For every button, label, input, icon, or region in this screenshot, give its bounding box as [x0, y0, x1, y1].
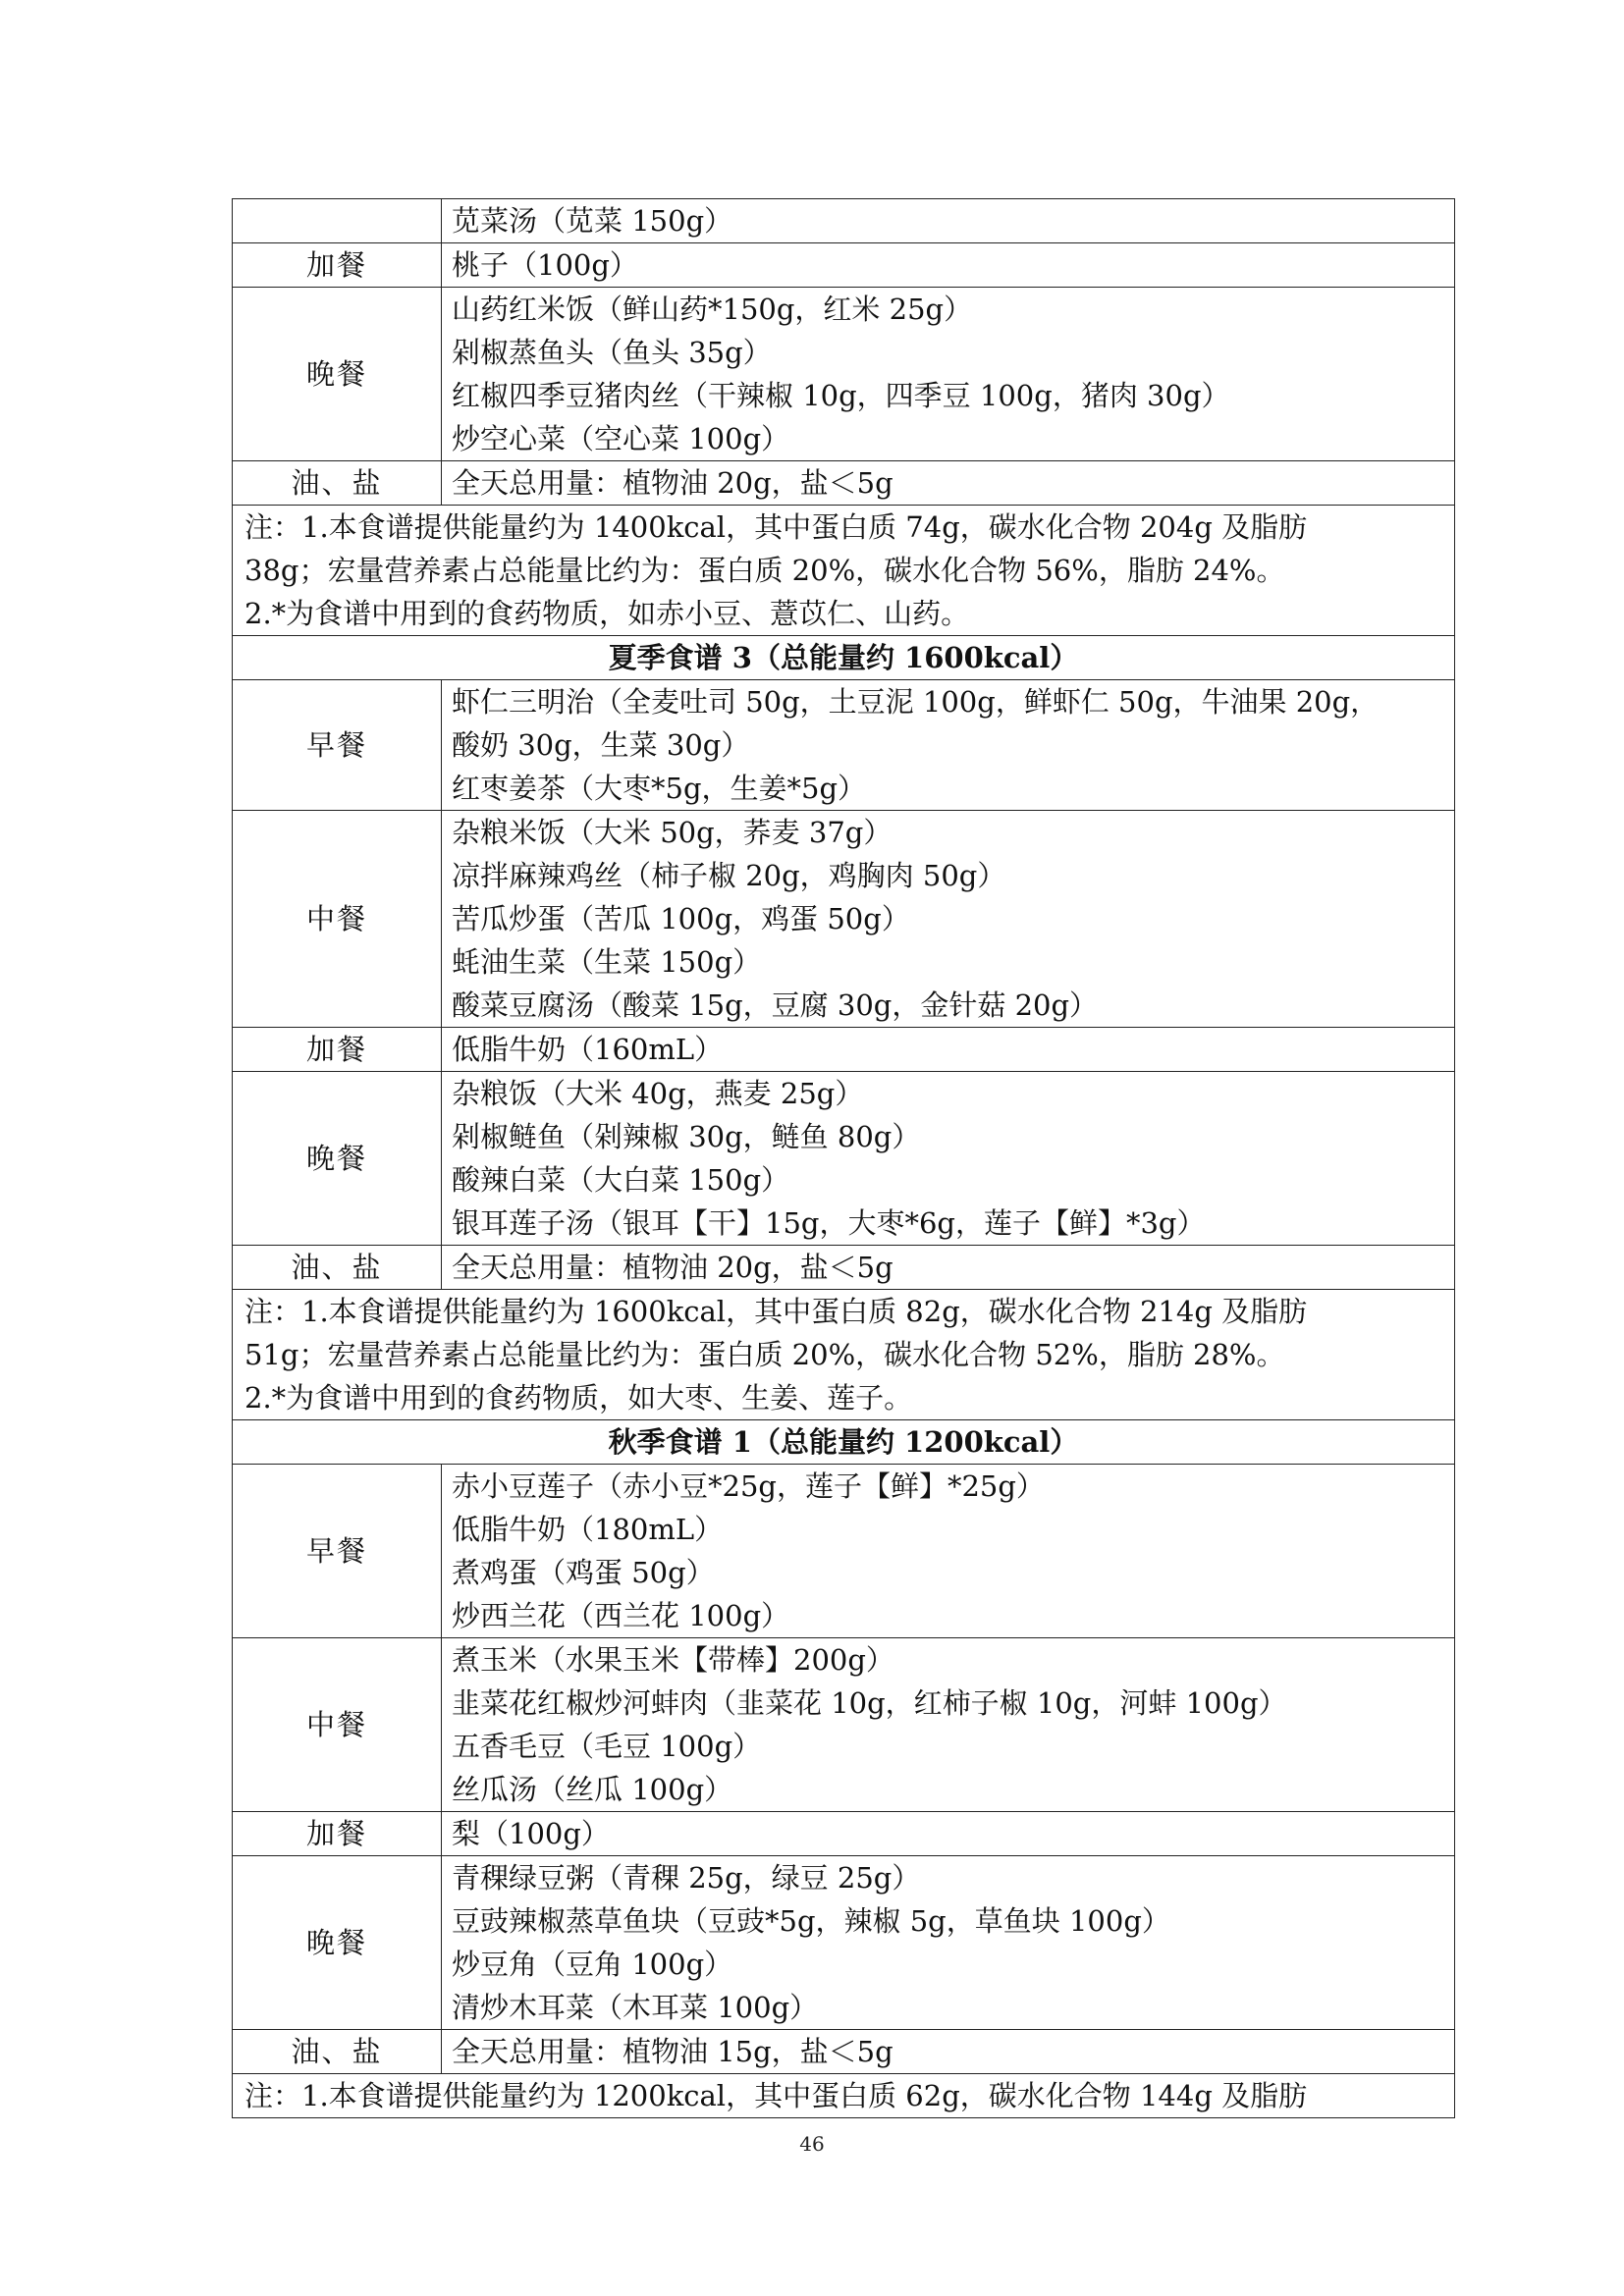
meal-row — [233, 1856, 1455, 2030]
meal-items — [442, 199, 1455, 243]
meal-row — [233, 461, 1455, 506]
meal-item: 煮玉米（水果玉米【带棒】200g） — [452, 1643, 894, 1677]
meal-items — [442, 811, 1455, 1028]
note-row — [233, 2074, 1455, 2118]
meal-item: 凉拌麻辣鸡丝（柿子椒 20g，鸡胸肉 50g） — [452, 859, 1006, 892]
meal-item: 炒西兰花（西兰花 100g） — [452, 1599, 790, 1632]
meal-item: 杂粮饭（大米 40g，燕麦 25g） — [452, 1077, 864, 1110]
meal-label: 早餐 — [233, 680, 442, 811]
meal-items — [442, 1072, 1455, 1246]
meal-label: 晚餐 — [233, 1072, 442, 1246]
recipe-note — [233, 506, 1455, 636]
meal-items — [442, 1856, 1455, 2030]
meal-item: 酸辣白菜（大白菜 150g） — [452, 1163, 790, 1197]
section-title: 夏季食谱 3（总能量约 1600kcal） — [233, 636, 1455, 680]
meal-row — [233, 811, 1455, 1028]
recipe-note — [233, 2074, 1455, 2118]
meal-item: 梨（100g） — [452, 1817, 610, 1850]
page-number: 46 — [799, 2132, 825, 2156]
meal-label: 晚餐 — [233, 288, 442, 461]
recipe-note — [233, 1290, 1455, 1420]
meal-row — [233, 1028, 1455, 1072]
meal-item: 韭菜花红椒炒河蚌肉（韭菜花 10g，红柿子椒 10g，河蚌 100g） — [452, 1686, 1287, 1720]
meal-items — [442, 1246, 1455, 1290]
note-line: 注：1.本食谱提供能量约为 1600kcal，其中蛋白质 82g，碳水化合物 214g 及脂肪 — [244, 1295, 1308, 1328]
meal-row — [233, 680, 1455, 811]
meal-items — [442, 1638, 1455, 1812]
meal-row — [233, 199, 1455, 243]
meal-item: 山药红米饭（鲜山药*150g，红米 25g） — [452, 293, 973, 326]
meal-item: 剁椒蒸鱼头（鱼头 35g） — [452, 336, 772, 369]
menu-table-body — [233, 199, 1455, 2118]
note-line: 2.*为食谱中用到的食药物质，如大枣、生姜、莲子。 — [244, 1381, 913, 1415]
meal-item: 青稞绿豆粥（青稞 25g，绿豆 25g） — [452, 1861, 921, 1895]
meal-label: 中餐 — [233, 811, 442, 1028]
meal-label: 加餐 — [233, 1812, 442, 1856]
note-line: 2.*为食谱中用到的食药物质，如赤小豆、薏苡仁、山药。 — [244, 597, 970, 630]
meal-item: 蚝油生菜（生菜 150g） — [452, 945, 762, 979]
meal-item: 低脂牛奶（160mL） — [452, 1033, 724, 1066]
meal-item: 银耳莲子汤（银耳【干】15g，大枣*6g，莲子【鲜】*3g） — [452, 1206, 1206, 1240]
meal-item: 丝瓜汤（丝瓜 100g） — [452, 1773, 733, 1806]
meal-label — [233, 199, 442, 243]
meal-item: 清炒木耳菜（木耳菜 100g） — [452, 1991, 819, 2024]
meal-label: 晚餐 — [233, 1856, 442, 2030]
meal-row — [233, 1246, 1455, 1290]
meal-item: 低脂牛奶（180mL） — [452, 1513, 724, 1546]
menu-table — [232, 198, 1455, 2118]
meal-items — [442, 1028, 1455, 1072]
meal-item: 酸菜豆腐汤（酸菜 15g，豆腐 30g，金针菇 20g） — [452, 988, 1099, 1022]
note-line: 注：1.本食谱提供能量约为 1400kcal，其中蛋白质 74g，碳水化合物 204g 及脂肪 — [244, 510, 1308, 544]
meal-item: 炒空心菜（空心菜 100g） — [452, 422, 790, 455]
meal-item: 虾仁三明治（全麦吐司 50g，土豆泥 100g，鲜虾仁 50g，牛油果 20g， — [452, 685, 1380, 719]
meal-item: 红枣姜茶（大枣*5g，生姜*5g） — [452, 772, 867, 805]
meal-item: 五香毛豆（毛豆 100g） — [452, 1730, 762, 1763]
meal-label: 早餐 — [233, 1465, 442, 1638]
meal-item: 煮鸡蛋（鸡蛋 50g） — [452, 1556, 715, 1589]
meal-item: 红椒四季豆猪肉丝（干辣椒 10g，四季豆 100g，猪肉 30g） — [452, 379, 1230, 412]
meal-item: 全天总用量：植物油 20g，盐＜5g — [452, 466, 893, 500]
meal-row — [233, 1072, 1455, 1246]
meal-item: 豆豉辣椒蒸草鱼块（豆豉*5g，辣椒 5g，草鱼块 100g） — [452, 1904, 1170, 1938]
meal-label: 加餐 — [233, 1028, 442, 1072]
meal-items — [442, 1465, 1455, 1638]
meal-item: 赤小豆莲子（赤小豆*25g，莲子【鲜】*25g） — [452, 1469, 1045, 1503]
meal-item: 全天总用量：植物油 20g，盐＜5g — [452, 1251, 893, 1284]
meal-row — [233, 243, 1455, 288]
note-line: 38g；宏量营养素占总能量比约为：蛋白质 20%，碳水化合物 56%，脂肪 24%。 — [244, 554, 1285, 587]
note-line: 51g；宏量营养素占总能量比约为：蛋白质 20%，碳水化合物 52%，脂肪 28%。 — [244, 1338, 1285, 1371]
meal-row — [233, 2030, 1455, 2074]
meal-label: 油、盐 — [233, 1246, 442, 1290]
meal-item: 桃子（100g） — [452, 248, 638, 282]
meal-label: 加餐 — [233, 243, 442, 288]
meal-label: 油、盐 — [233, 461, 442, 506]
meal-row — [233, 1638, 1455, 1812]
note-row — [233, 506, 1455, 636]
meal-item: 苦瓜炒蛋（苦瓜 100g，鸡蛋 50g） — [452, 902, 910, 935]
meal-items — [442, 461, 1455, 506]
meal-label: 油、盐 — [233, 2030, 442, 2074]
section-title-row — [233, 1420, 1455, 1465]
meal-row — [233, 1465, 1455, 1638]
meal-items — [442, 680, 1455, 811]
meal-items — [442, 1812, 1455, 1856]
section-title-row — [233, 636, 1455, 680]
meal-item: 剁椒鲢鱼（剁辣椒 30g，鲢鱼 80g） — [452, 1120, 921, 1153]
meal-row — [233, 288, 1455, 461]
note-line: 注：1.本食谱提供能量约为 1200kcal，其中蛋白质 62g，碳水化合物 144g 及脂肪 — [244, 2079, 1308, 2112]
meal-items — [442, 2030, 1455, 2074]
meal-item: 全天总用量：植物油 15g，盐＜5g — [452, 2035, 893, 2068]
meal-items — [442, 288, 1455, 461]
note-row — [233, 1290, 1455, 1420]
meal-label: 中餐 — [233, 1638, 442, 1812]
section-title: 秋季食谱 1（总能量约 1200kcal） — [233, 1420, 1455, 1465]
meal-item: 酸奶 30g，生菜 30g） — [452, 728, 750, 762]
meal-item: 苋菜汤（苋菜 150g） — [452, 204, 733, 238]
meal-row — [233, 1812, 1455, 1856]
meal-item: 炒豆角（豆角 100g） — [452, 1948, 733, 1981]
meal-items — [442, 243, 1455, 288]
meal-item: 杂粮米饭（大米 50g，荞麦 37g） — [452, 816, 893, 849]
